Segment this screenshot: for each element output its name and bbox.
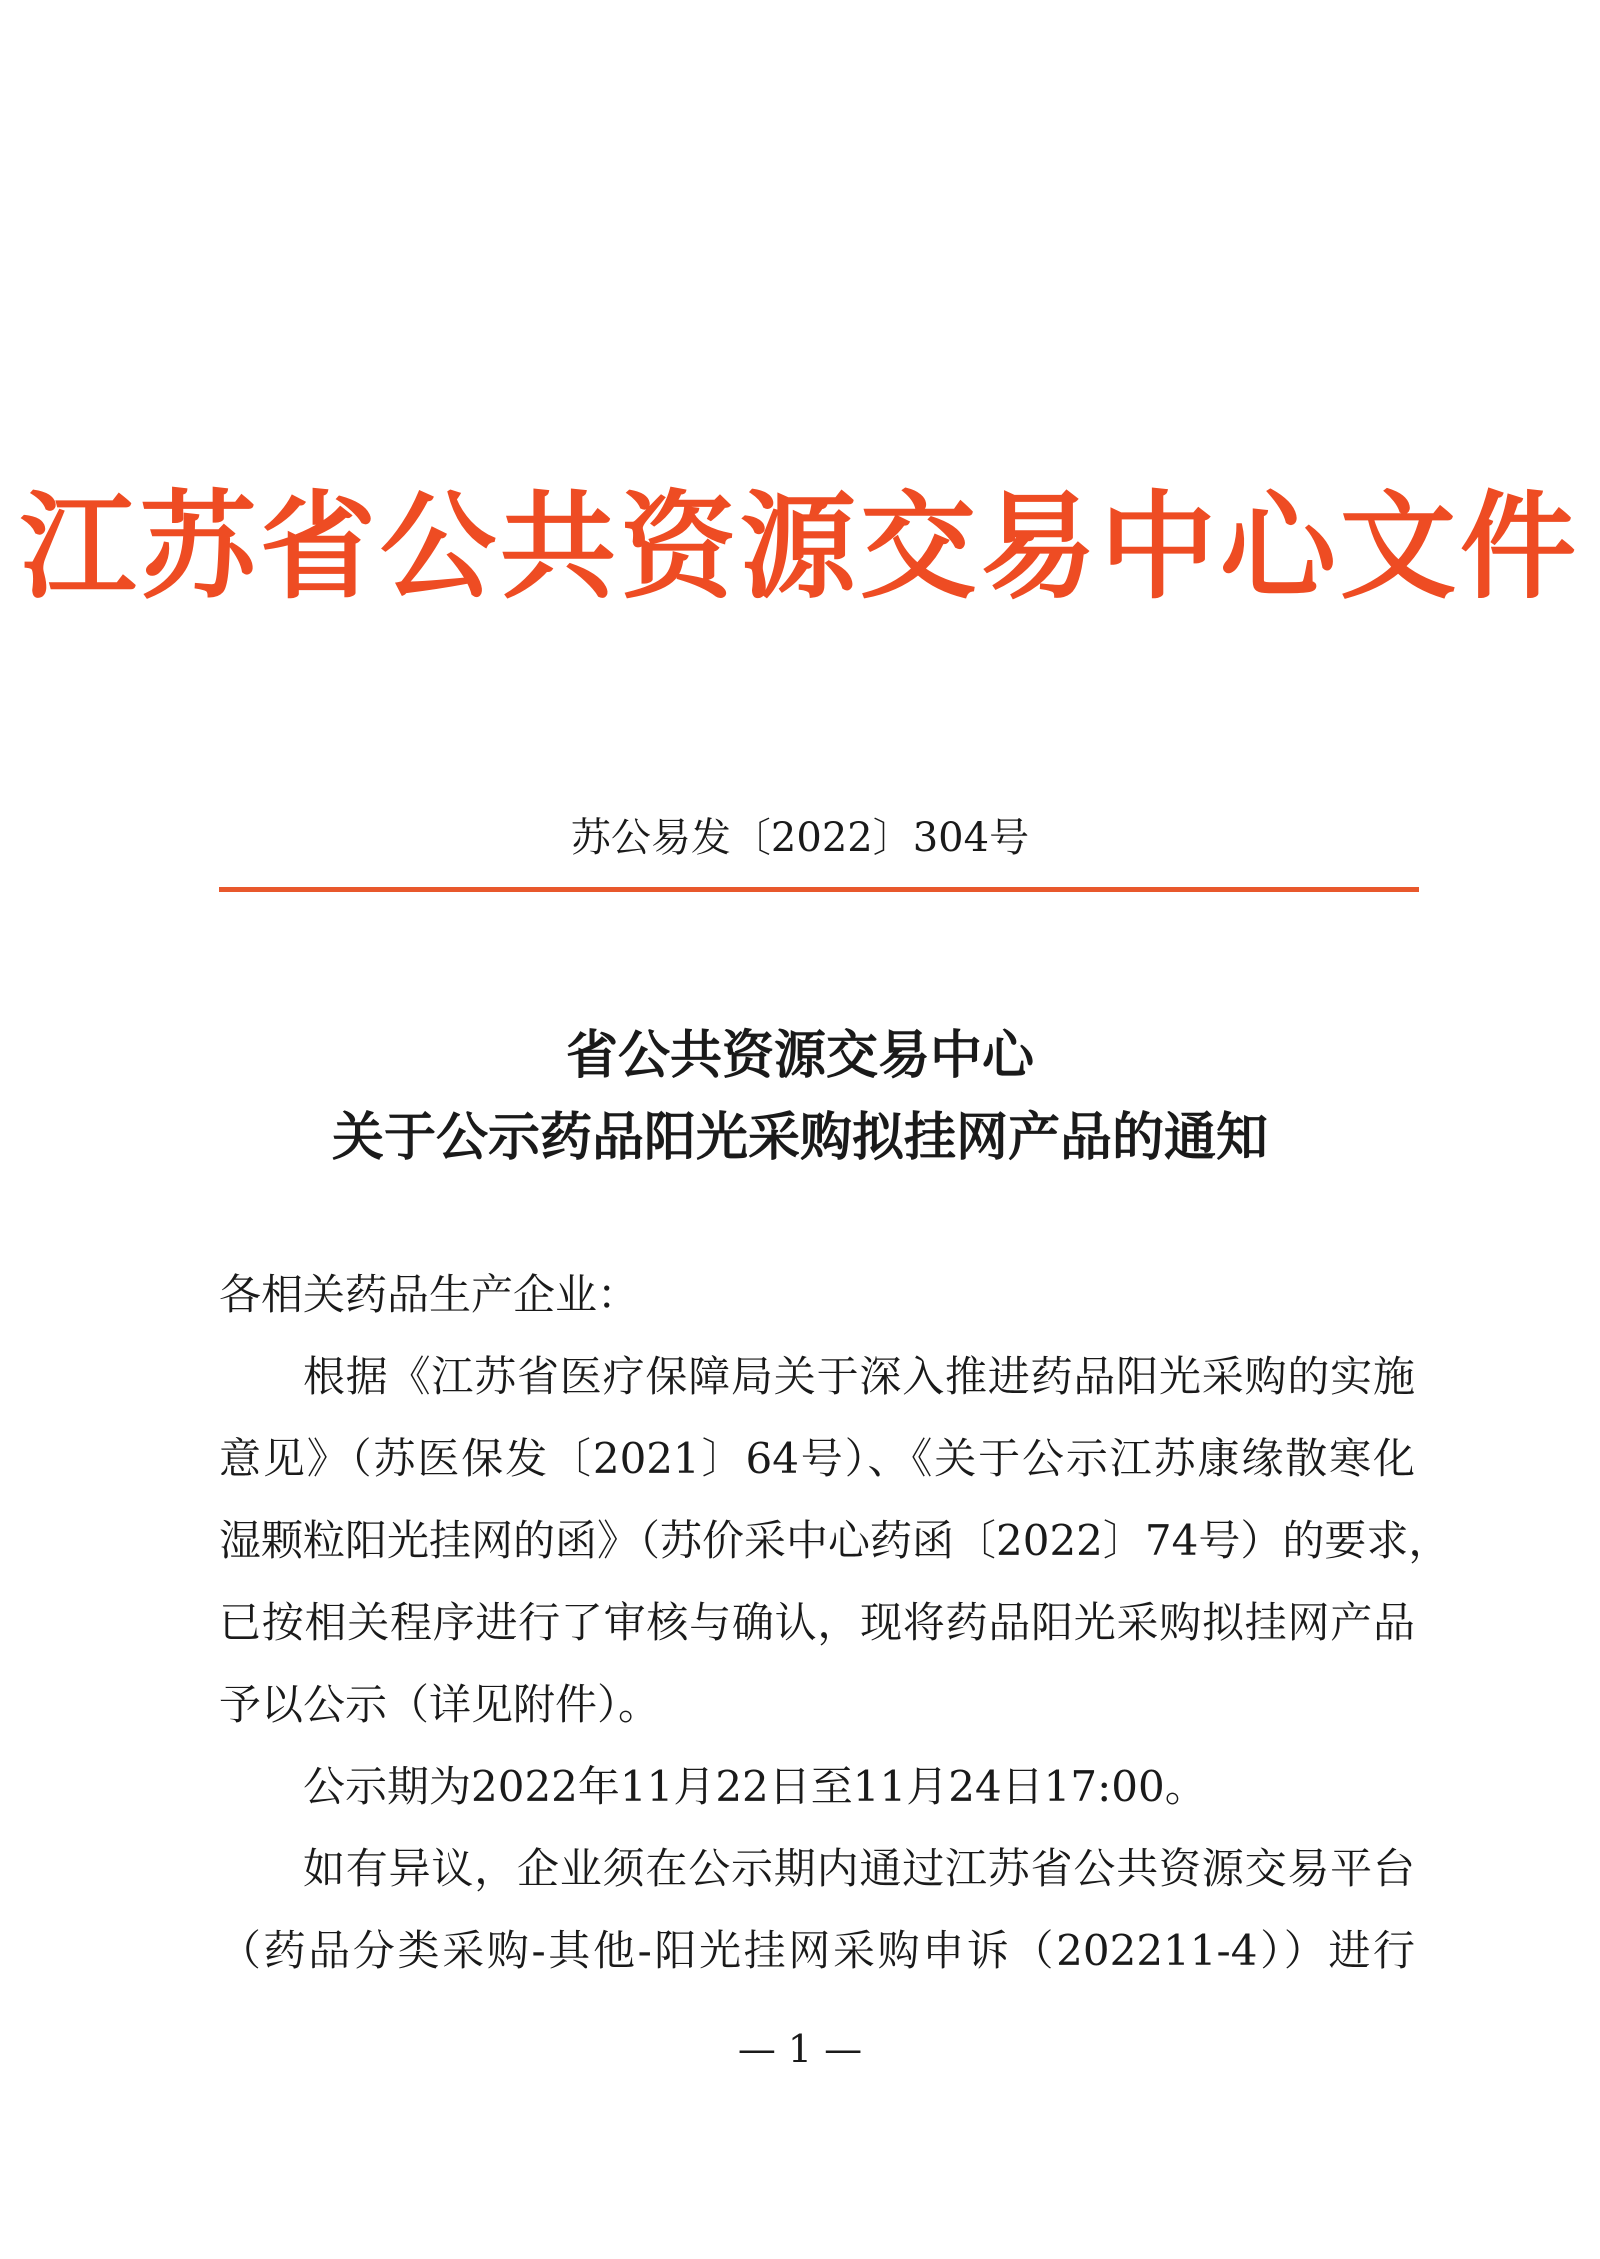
red-divider (219, 887, 1419, 892)
body-line: 予以公示（详见附件）。 (219, 1680, 661, 1729)
body-line: 公示期为2022年11月22日至11月24日17:00。 (303, 1762, 1207, 1811)
masthead-title: 江苏省公共资源交易中心文件 (20, 480, 1580, 615)
page-number: — 1 — (737, 2027, 863, 2071)
body-line: 根据《江苏省医疗保障局关于深入推进药品阳光采购的实施 (303, 1352, 1415, 1401)
body-line: 意见》（苏医保发〔2021〕64号）、《关于公示江苏康缘散寒化 (219, 1434, 1415, 1483)
body-line: 如有异议，企业须在公示期内通过江苏省公共资源交易平台 (303, 1844, 1415, 1893)
body-line: 已按相关程序进行了审核与确认，现将药品阳光采购拟挂网产品 (219, 1598, 1415, 1647)
body-line: （药品分类采购-其他-阳光挂网采购申诉（202211-4））进行 (219, 1926, 1415, 1975)
notice-title-line-2: 关于公示药品阳光采购拟挂网产品的通知 (331, 1107, 1268, 1168)
body-line: 湿颗粒阳光挂网的函》（苏价采中心药函〔2022〕74号）的要求， (219, 1516, 1451, 1565)
salutation: 各相关药品生产企业： (219, 1270, 640, 1319)
document-number: 苏公易发〔2022〕304号 (570, 815, 1030, 861)
notice-title-line-1: 省公共资源交易中心 (565, 1025, 1034, 1086)
